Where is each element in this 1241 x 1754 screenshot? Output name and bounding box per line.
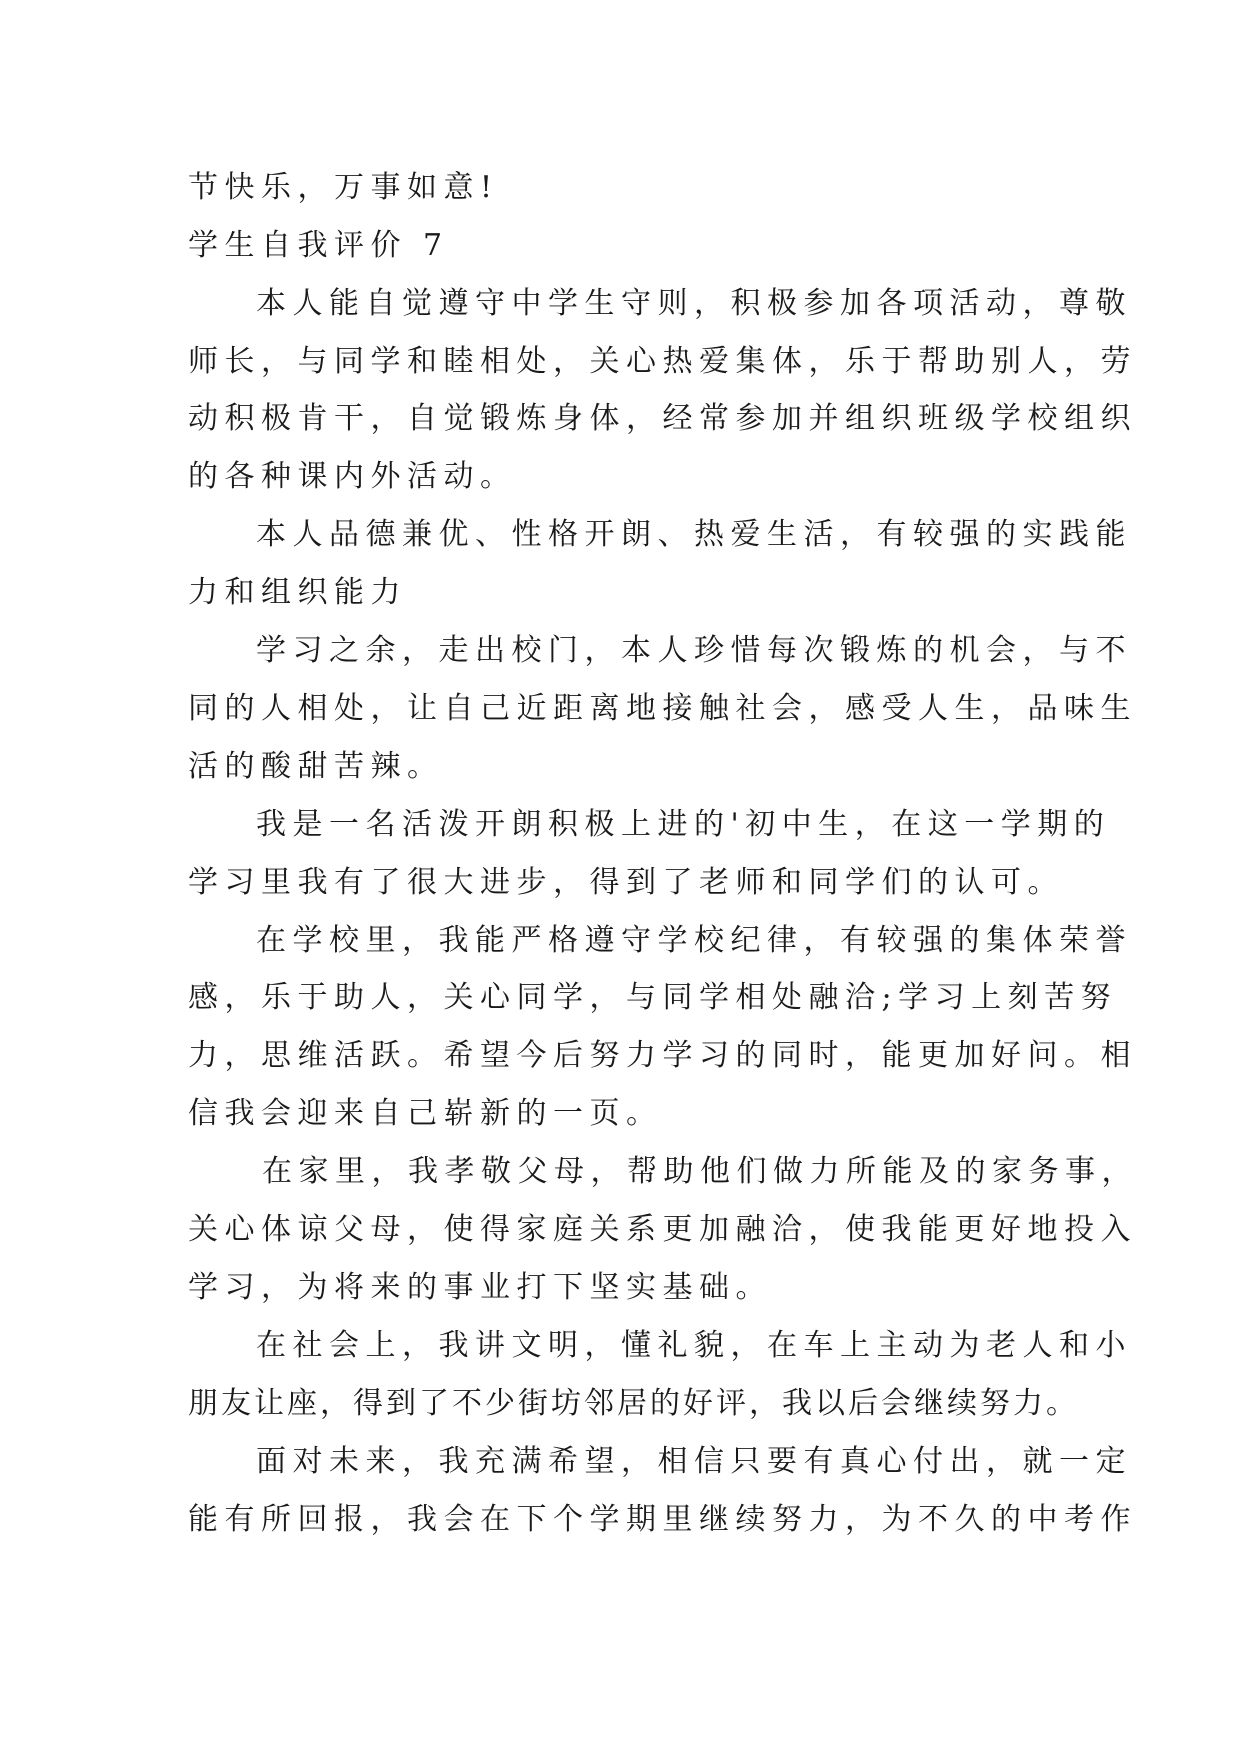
paragraph-line: 的各种课内外活动。 <box>188 459 517 494</box>
section-heading: 学生自我评价 7 <box>188 228 449 263</box>
paragraph-line: 力，思维活跃。希望今后努力学习的同时，能更加好问。相 <box>188 1038 1137 1073</box>
paragraph-line: 同的人相处，让自己近距离地接触社会，感受人生，品味生 <box>188 691 1137 726</box>
paragraph-line: 活的酸甜苦辣。 <box>188 749 444 784</box>
paragraph-line: 我是一名活泼开朗积极上进的'初中生，在这一学期的 <box>256 807 1111 842</box>
paragraph-line: 感，乐于助人，关心同学，与同学相处融洽;学习上刻苦努 <box>188 980 1118 1015</box>
paragraph-line: 在社会上，我讲文明，懂礼貌，在车上主动为老人和小 <box>256 1328 1132 1363</box>
paragraph-line: 信我会迎来自己崭新的一页。 <box>188 1096 663 1131</box>
paragraph-line: 朋友让座，得到了不少街坊邻居的好评，我以后会继续努力。 <box>188 1386 1079 1421</box>
paragraph-line: 在家里，我孝敬父母，帮助他们做力所能及的家务事， <box>262 1154 1138 1189</box>
paragraph-line: 关心体谅父母，使得家庭关系更加融洽，使我能更好地投入 <box>188 1212 1137 1247</box>
paragraph-line: 学习之余，走出校门，本人珍惜每次锻炼的机会，与不 <box>256 633 1132 668</box>
paragraph-line: 本人能自觉遵守中学生守则，积极参加各项活动，尊敬 <box>256 286 1132 321</box>
paragraph-line: 动积极肯干，自觉锻炼身体，经常参加并组织班级学校组织 <box>188 401 1137 436</box>
paragraph-line: 面对未来，我充满希望，相信只要有真心付出，就一定 <box>256 1444 1132 1479</box>
paragraph-line: 在学校里，我能严格遵守学校纪律，有较强的集体荣誉 <box>256 923 1132 958</box>
paragraph-line: 学习，为将来的事业打下坚实基础。 <box>188 1270 772 1305</box>
paragraph-line: 力和组织能力 <box>188 575 407 610</box>
paragraph-line: 本人品德兼优、性格开朗、热爱生活，有较强的实践能 <box>256 517 1132 552</box>
paragraph-line: 学习里我有了很大进步，得到了老师和同学们的认可。 <box>188 865 1064 900</box>
paragraph-line: 能有所回报，我会在下个学期里继续努力，为不久的中考作 <box>188 1502 1137 1537</box>
text-line: 节快乐，万事如意! <box>188 170 499 205</box>
paragraph-line: 师长，与同学和睦相处，关心热爱集体，乐于帮助别人，劳 <box>188 344 1137 379</box>
